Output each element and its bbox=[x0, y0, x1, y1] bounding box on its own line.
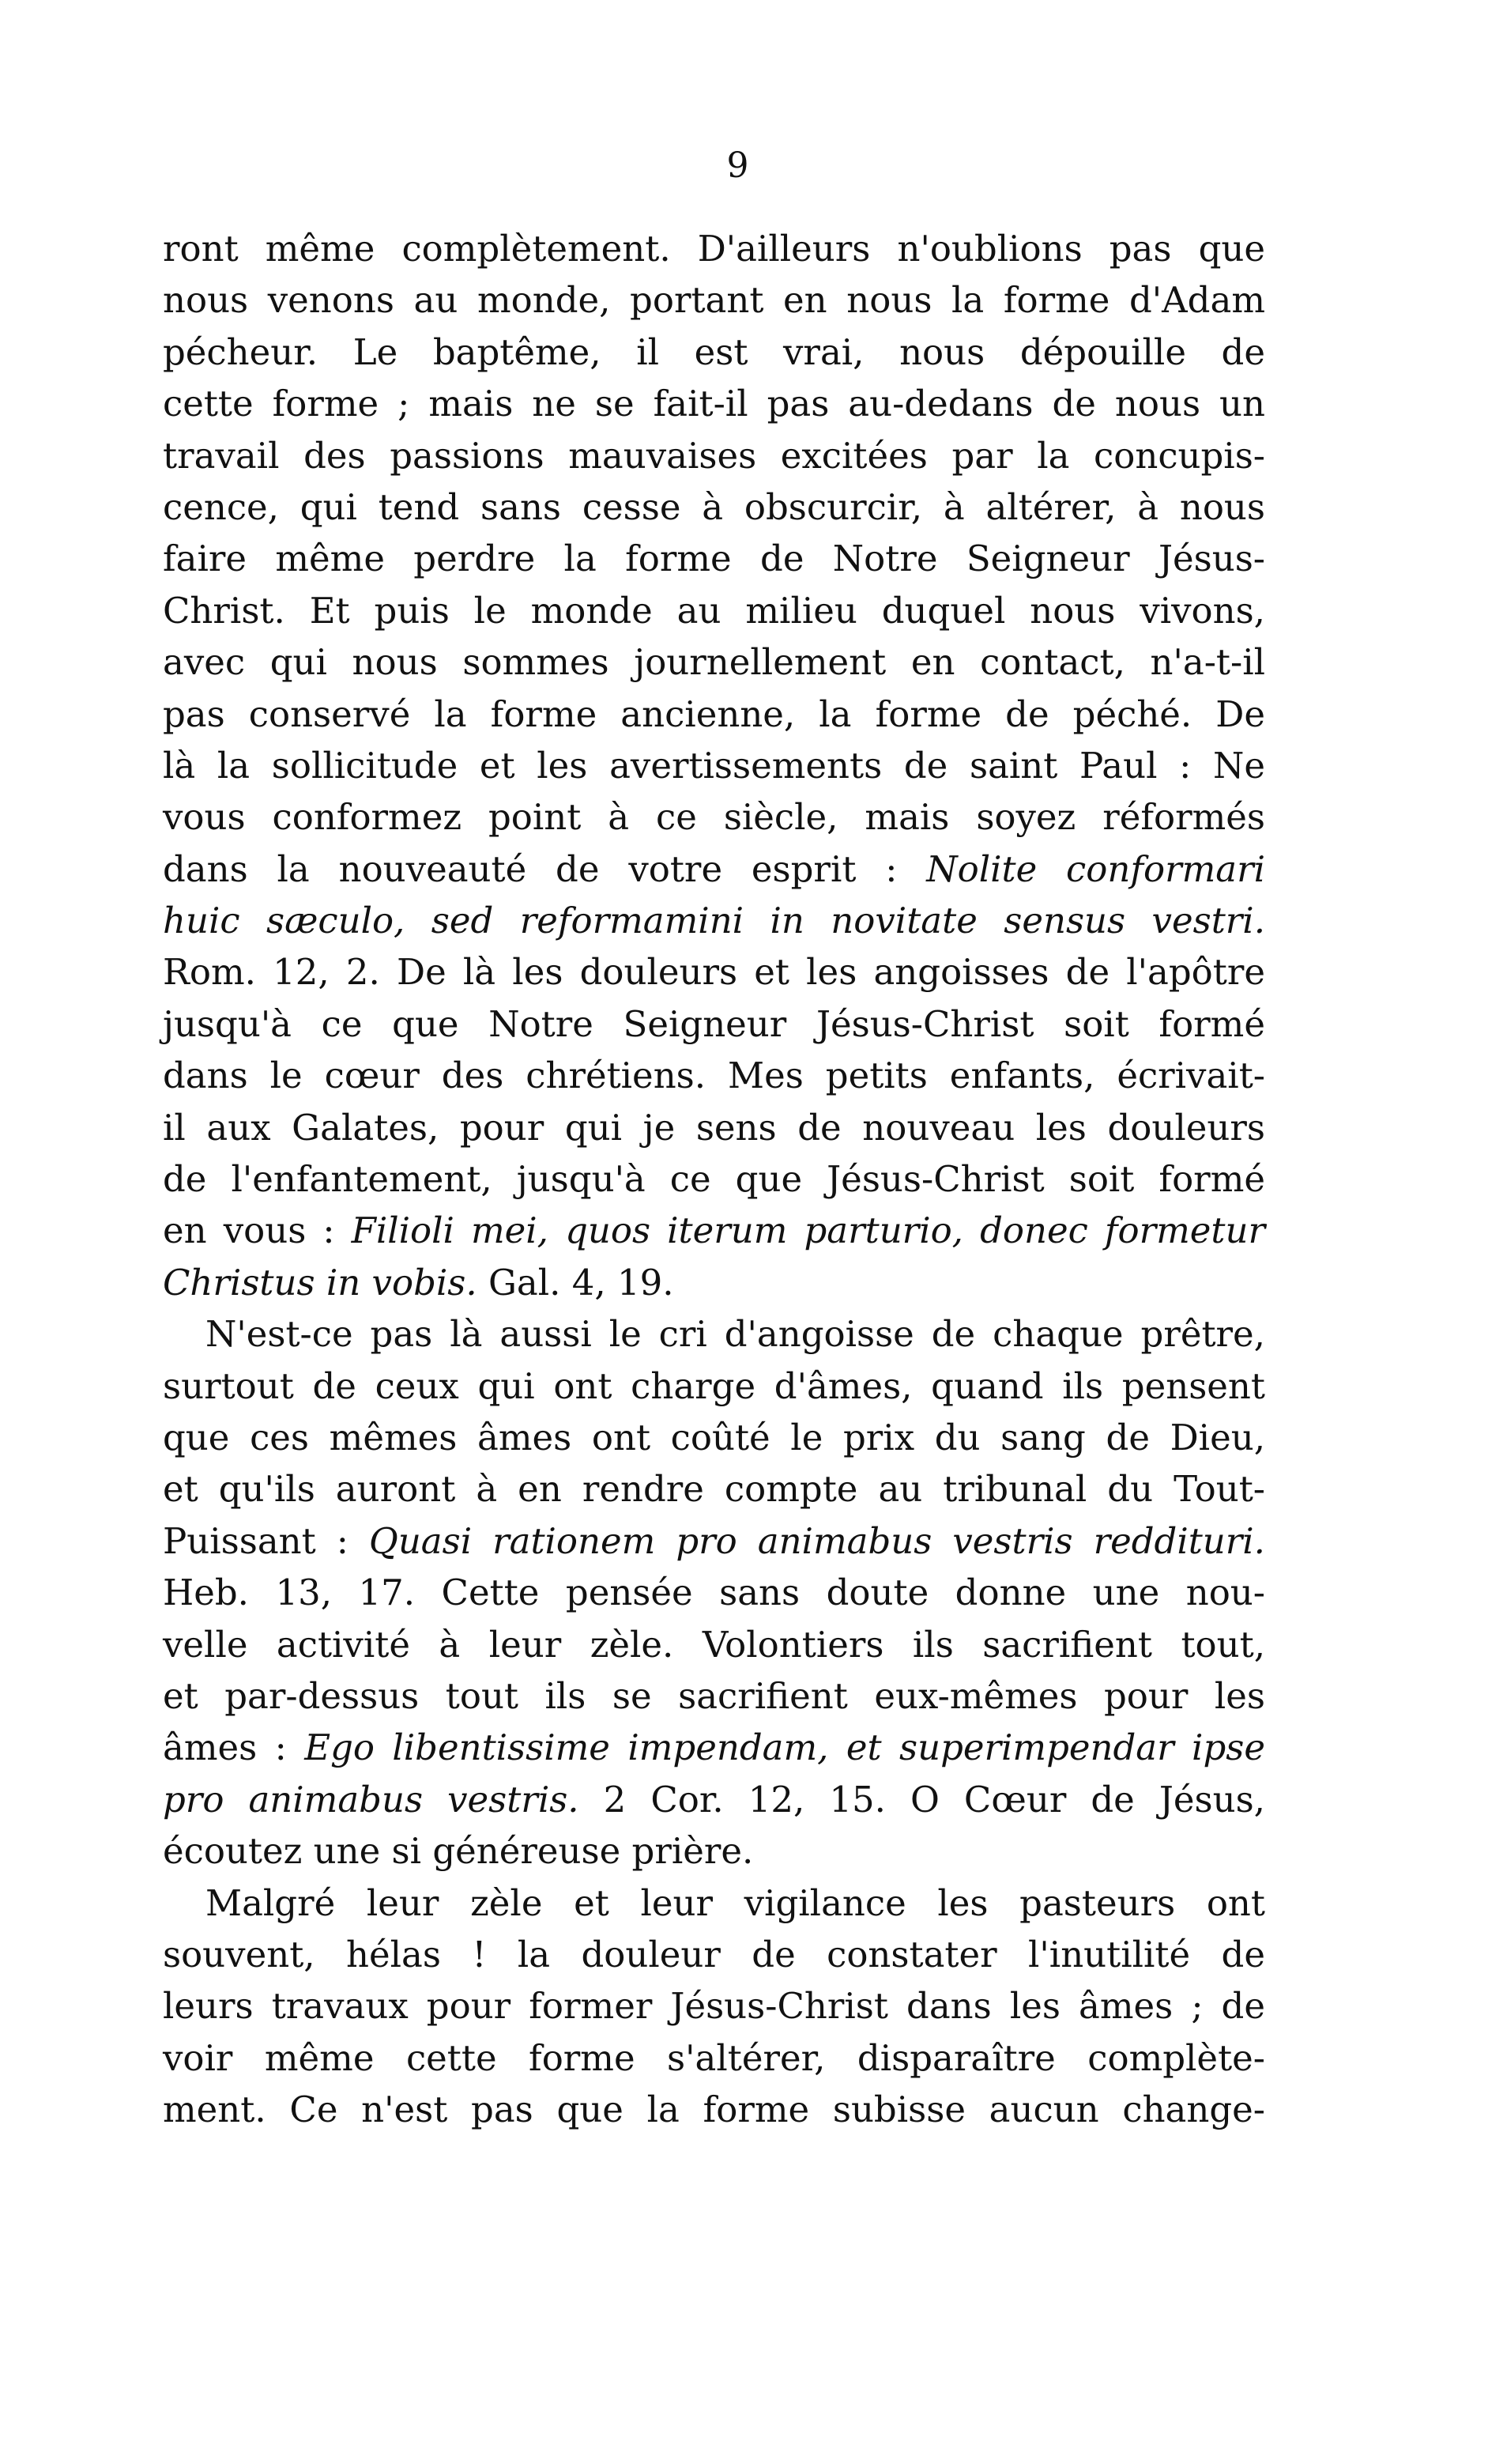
text-line: cence, qui tend sans cesse à obscurcir, à altérer, à nous bbox=[163, 485, 1265, 528]
paragraph bbox=[163, 223, 1265, 1308]
text-line: Heb. 13, 17. Cette pensée sans doute donne une nou- bbox=[163, 1572, 1265, 1614]
text-line: travail des passions mauvaises excitées par la concupis- bbox=[163, 434, 1265, 477]
text-line: en vous : Filioli mei, quos iterum parturio, donec formetur bbox=[163, 1209, 1265, 1252]
text-line: dans le cœur des chrétiens. Mes petits enfants, écrivait- bbox=[163, 1055, 1265, 1097]
text-line: et qu'ils auront à en rendre compte au tribunal du Tout- bbox=[163, 1468, 1265, 1511]
text-line: Christ. Et puis le monde au milieu duquel nous vivons, bbox=[163, 589, 1265, 632]
text-line: ment. Ce n'est pas que la forme subisse aucun change- bbox=[163, 2089, 1265, 2131]
text-line: là la sollicitude et les avertissements de saint Paul : Ne bbox=[163, 744, 1265, 787]
text-line: ront même complètement. D'ailleurs n'oublions pas que bbox=[163, 228, 1265, 270]
text-line: surtout de ceux qui ont charge d'âmes, quand ils pensent bbox=[163, 1364, 1265, 1407]
text-line: souvent, hélas ! la douleur de constater l'inutilité de bbox=[163, 1933, 1265, 1975]
text-line: de l'enfantement, jusqu'à ce que Jésus-Christ soit formé bbox=[163, 1158, 1265, 1201]
text-line: huic sæculo, sed reformamini in novitate sensus vestri. bbox=[163, 900, 1265, 942]
text-line: âmes : Ego libentissime impendam, et superimpendar ipse bbox=[163, 1726, 1265, 1769]
text-line: velle activité à leur zèle. Volontiers ils sacrifient tout, bbox=[163, 1623, 1265, 1666]
text-line: voir même cette forme s'altérer, disparaître complète- bbox=[163, 2036, 1265, 2079]
text-line: Malgré leur zèle et leur vigilance les pasteurs ont bbox=[205, 1881, 1265, 1924]
text-line: il aux Galates, pour qui je sens de nouveau les douleurs bbox=[163, 1106, 1265, 1149]
page-number: 9 bbox=[726, 145, 749, 186]
text-line: Rom. 12, 2. De là les douleurs et les angoisses de l'apôtre bbox=[163, 951, 1265, 994]
text-line: jusqu'à ce que Notre Seigneur Jésus-Christ soit formé bbox=[163, 1002, 1265, 1045]
text-line: faire même perdre la forme de Notre Seigneur Jésus- bbox=[163, 538, 1265, 580]
paragraph bbox=[163, 1308, 1265, 1877]
text-line: avec qui nous sommes journellement en contact, n'a-t-il bbox=[163, 641, 1265, 684]
text-line: vous conformez point à ce siècle, mais soyez réformés bbox=[163, 796, 1265, 839]
text-line: que ces mêmes âmes ont coûté le prix du sang de Dieu, bbox=[163, 1416, 1265, 1458]
text-line: pro animabus vestris. 2 Cor. 12, 15. O Cœur de Jésus, bbox=[163, 1778, 1265, 1821]
paragraph bbox=[163, 1877, 1265, 2136]
text-line: pas conservé la forme ancienne, la forme de péché. De bbox=[163, 692, 1265, 735]
text-line: leurs travaux pour former Jésus-Christ dans les âmes ; de bbox=[163, 1985, 1265, 2028]
text-line: Puissant : Quasi rationem pro animabus vestris reddituri. bbox=[163, 1519, 1265, 1562]
text-line: écoutez une si généreuse prière. bbox=[163, 1830, 754, 1873]
text-line: N'est-ce pas là aussi le cri d'angoisse de chaque prêtre, bbox=[205, 1313, 1265, 1356]
body-text bbox=[163, 223, 1265, 2135]
text-line: et par-dessus tout ils se sacrifient eux-mêmes pour les bbox=[163, 1674, 1265, 1717]
text-line: pécheur. Le baptême, il est vrai, nous dépouille de bbox=[163, 330, 1265, 373]
text-line: Christus in vobis. Gal. 4, 19. bbox=[163, 1261, 674, 1304]
text-line: nous venons au monde, portant en nous la forme d'Adam bbox=[163, 279, 1265, 322]
text-line: dans la nouveauté de votre esprit : Nolite conformari bbox=[163, 847, 1265, 890]
text-line: cette forme ; mais ne se fait-il pas au-dedans de nous un bbox=[163, 383, 1265, 425]
